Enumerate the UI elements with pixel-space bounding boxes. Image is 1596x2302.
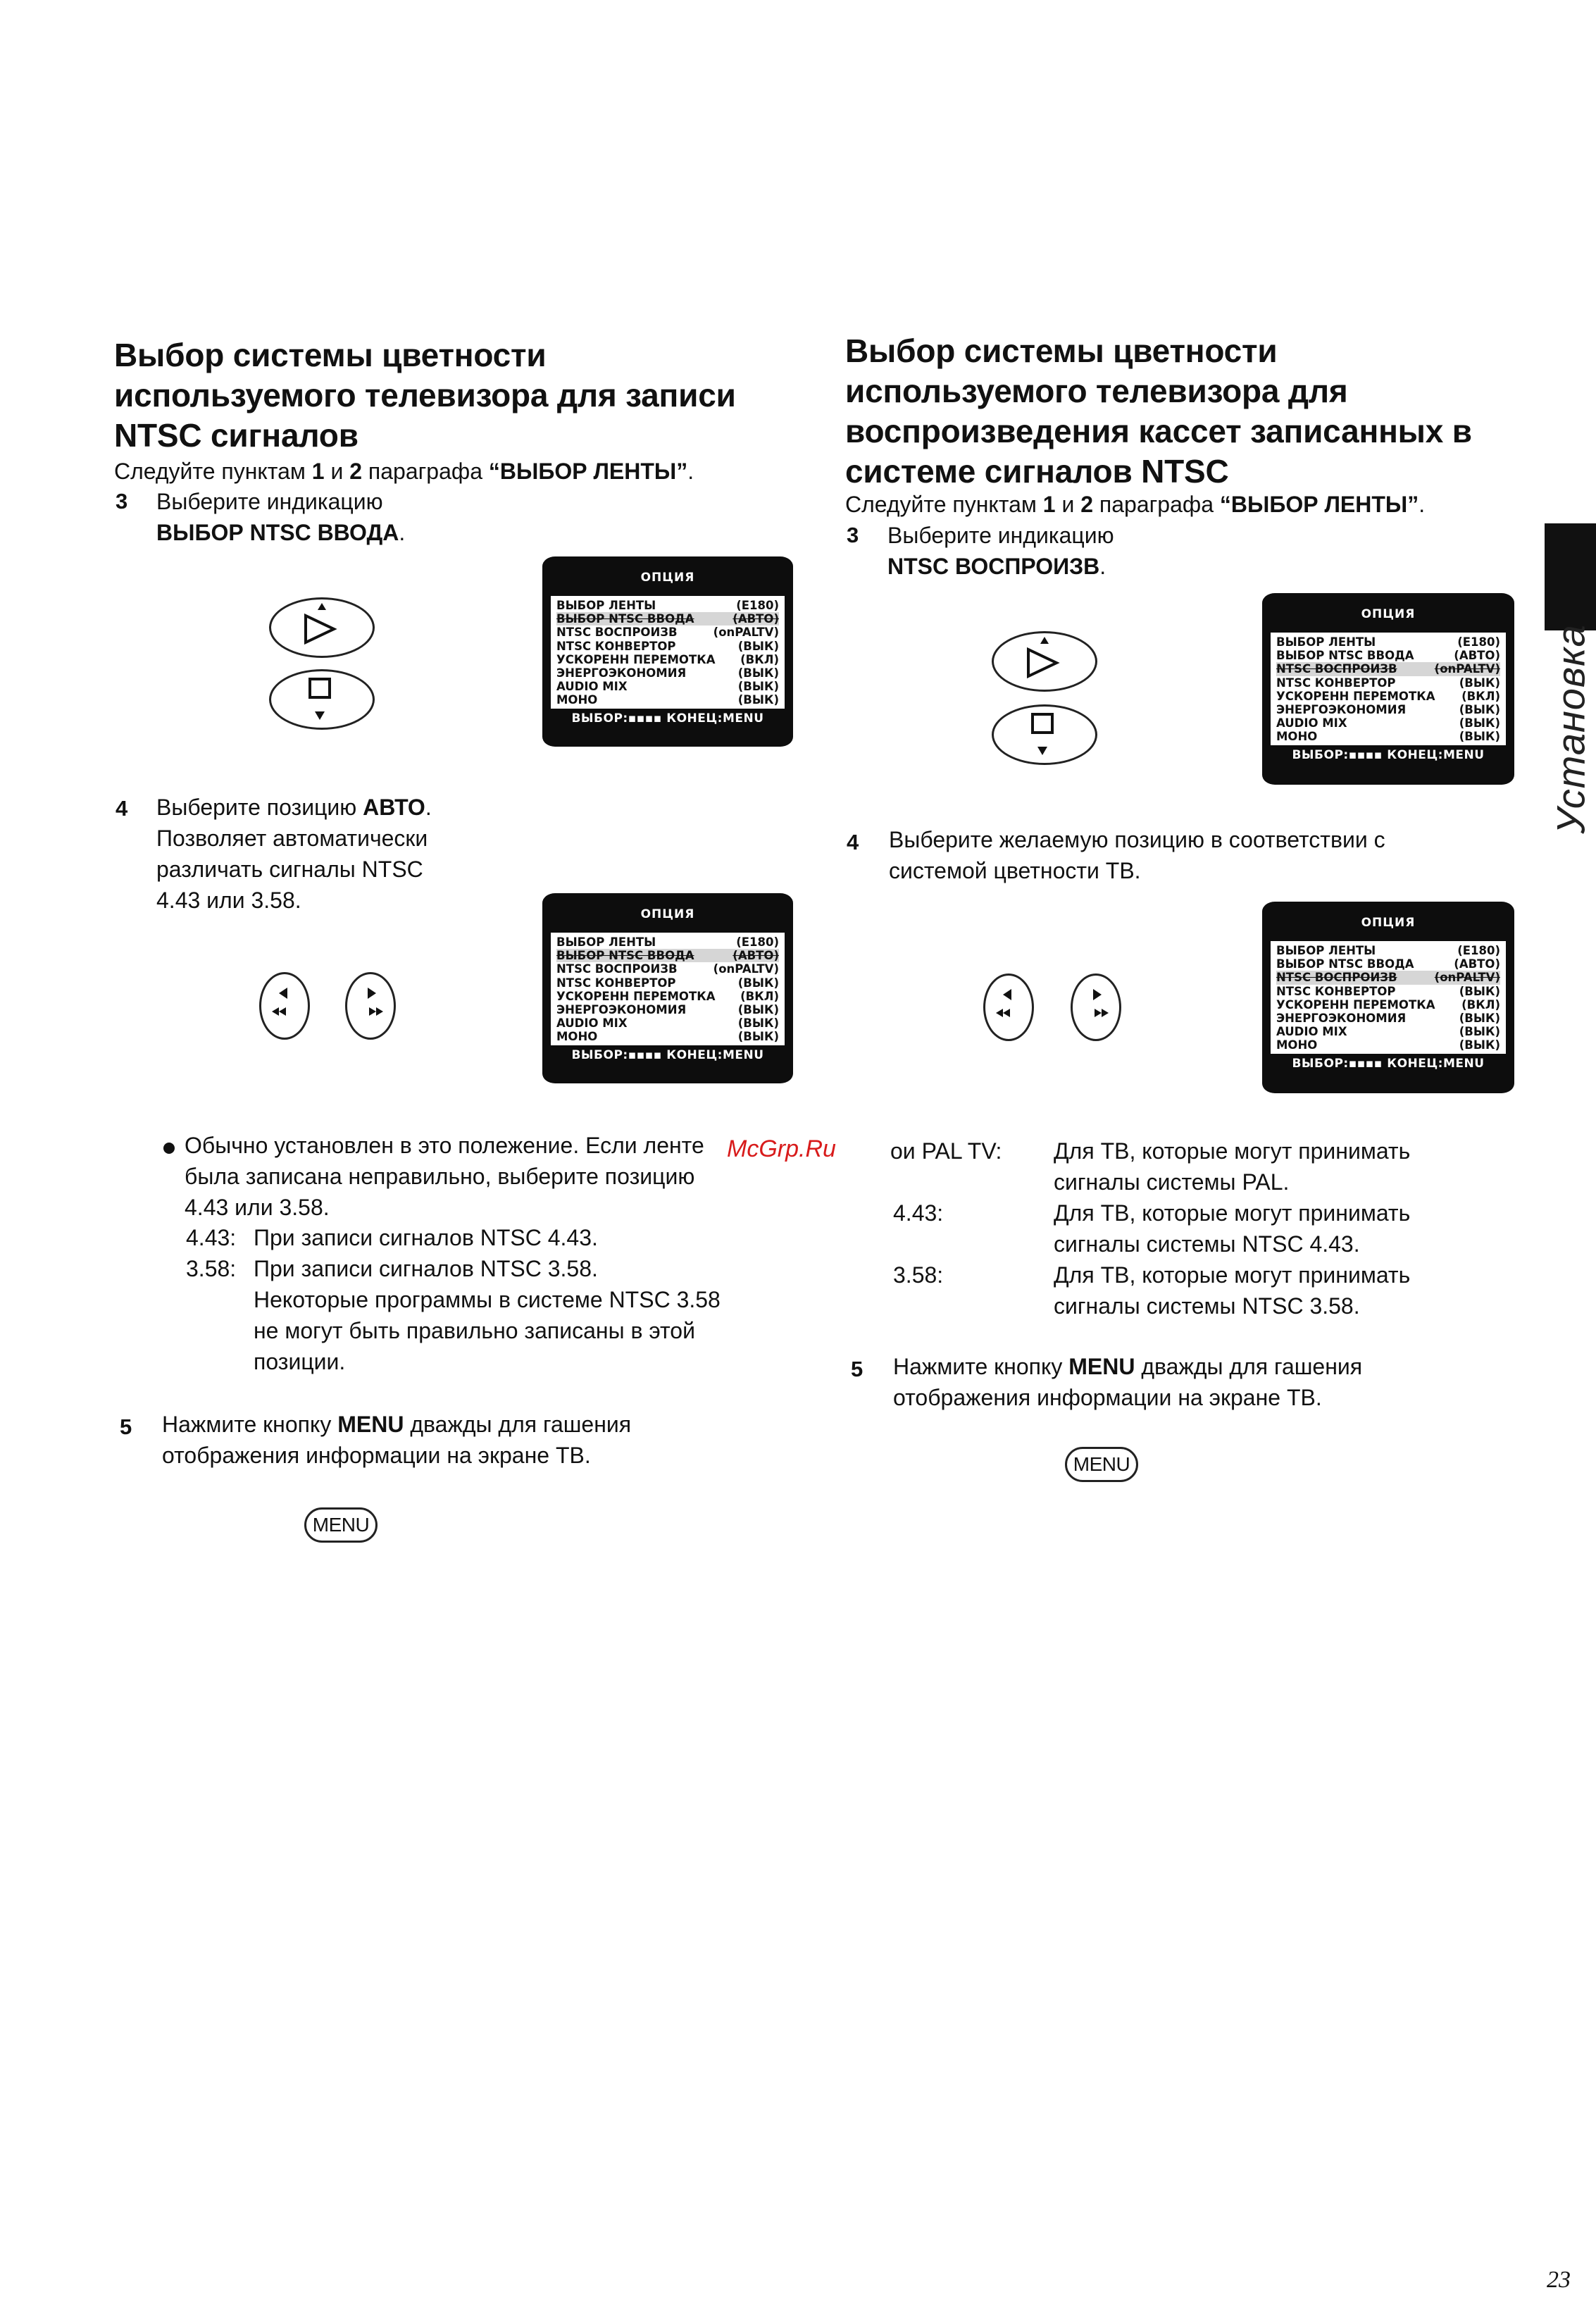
opt-358-key: 3.58: — [186, 1256, 237, 1281]
menu-row: AUDIO MIX (ВЫК) — [1276, 716, 1500, 730]
menu-footer: ВЫБОР:▪▪▪▪ КОНЕЦ:MENU — [571, 711, 764, 726]
right-title: Выбор системы цветности используемого телевизора для воспроизведения кассет записанных в системе сигналов NTSC — [845, 332, 1472, 490]
left-bullet-text: Обычно установлен в это полежение. Если ленте была записана неправильно, выберите позицию 4.43 или 3.58. — [185, 1133, 704, 1220]
menu-footer: ВЫБОР:▪▪▪▪ КОНЕЦ:MENU — [1292, 1056, 1485, 1071]
menu-row-selected: NTSC ВОСПРОИЗВ (onPALTV) — [1276, 971, 1500, 985]
menu-row: ЭНЕРГОЭКОНОМИЯ (ВЫК) — [556, 666, 779, 680]
menu-row: МОНО (ВЫК) — [1276, 1038, 1500, 1052]
left-title: Выбор системы цветности используемого телевизора для записи NTSC сигналов — [114, 337, 736, 454]
section-side-label: Установка — [1548, 624, 1593, 834]
stop-down-icon — [269, 669, 375, 730]
menu-row: ВЫБОР NTSC ВВОДА (АВТО) — [1276, 957, 1500, 971]
page-number: 23 — [1547, 2267, 1571, 2293]
menu-row: ВЫБОР NTSC ВВОДА (АВТО) — [1276, 649, 1500, 663]
menu-row: МОНО (ВЫК) — [1276, 730, 1500, 744]
left-step3-text: Выберите индикацию ВЫБОР NTSC ВВОДА. — [156, 489, 406, 545]
menu-row: МОНО (ВЫК) — [556, 693, 779, 707]
tv-menu-screen: ОПЦИЯ ВЫБОР ЛЕНТЫ (E180) ВЫБОР NTSC ВВОДА (АВТО) NTSC ВОСПРОИЗВ (onPALTV) NTSC КОНВЕРТОР (ВЫК) УСКОРЕНН ПЕРЕМОТКА (ВКЛ) ЭНЕРГОЭКОНОМИЯ (ВЫК) AUDIO MIX (ВЫК) МОНО (ВЫК) ВЫБОР:▪▪▪▪ КОНЕЦ:MENU — [542, 556, 793, 747]
menu-row: МОНО (ВЫК) — [556, 1030, 779, 1044]
left-step4-text: Выберите позицию АВТО. Позволяет автоматически различать сигналы NTSC 4.43 или 3.58. — [156, 795, 432, 913]
menu-button[interactable]: MENU — [1065, 1447, 1138, 1482]
menu-footer: ВЫБОР:▪▪▪▪ КОНЕЦ:MENU — [1292, 747, 1485, 762]
tv-menu-screen: ОПЦИЯ ВЫБОР ЛЕНТЫ (E180) ВЫБОР NTSC ВВОДА (АВТО) NTSC ВОСПРОИЗВ (onPALTV) NTSC КОНВЕРТОР (ВЫК) УСКОРЕНН ПЕРЕМОТКА (ВКЛ) ЭНЕРГОЭКОНОМИЯ (ВЫК) AUDIO MIX (ВЫК) МОНО (ВЫК) ВЫБОР:▪▪▪▪ КОНЕЦ:MENU — [1262, 902, 1514, 1093]
menu-row-selected: ВЫБОР NTSC ВВОДА (АВТО) — [556, 612, 779, 626]
rewind-icon — [259, 972, 310, 1040]
menu-row: ЭНЕРГОЭКОНОМИЯ (ВЫК) — [556, 1003, 779, 1017]
menu-row: ВЫБОР ЛЕНТЫ (E180) — [556, 599, 779, 612]
tv-menu-screen: ОПЦИЯ ВЫБОР ЛЕНТЫ (E180) ВЫБОР NTSC ВВОДА (АВТО) NTSC ВОСПРОИЗВ (onPALTV) NTSC КОНВЕРТОР (ВЫК) УСКОРЕНН ПЕРЕМОТКА (ВКЛ) ЭНЕРГОЭКОНОМИЯ (ВЫК) AUDIO MIX (ВЫК) МОНО (ВЫК) ВЫБОР:▪▪▪▪ КОНЕЦ:MENU — [542, 893, 793, 1083]
menu-row: УСКОРЕНН ПЕРЕМОТКА (ВКЛ) — [1276, 997, 1500, 1012]
def-key-358: 3.58: — [893, 1262, 944, 1288]
play-up-icon — [269, 597, 375, 658]
opt-358-text: При записи сигналов NTSC 3.58. Некоторые программы в системе NTSC 3.58 не могут быть правильно записаны в этой позиции. — [254, 1256, 721, 1374]
menu-row: ЭНЕРГОЭКОНОМИЯ (ВЫК) — [1276, 703, 1500, 717]
fast-forward-icon — [345, 972, 396, 1040]
menu-row: ВЫБОР ЛЕНТЫ (E180) — [556, 935, 779, 949]
play-up-icon — [992, 631, 1097, 692]
def-text-pal: Для ТВ, которые могут принимать сигналы системы PAL. — [1054, 1138, 1411, 1195]
rewind-icon — [983, 973, 1034, 1041]
menu-row: УСКОРЕНН ПЕРЕМОТКА (ВКЛ) — [556, 652, 779, 666]
menu-row: NTSC ВОСПРОИЗВ (onPALTV) — [556, 962, 779, 976]
menu-row: AUDIO MIX (ВЫК) — [1276, 1025, 1500, 1039]
menu-footer: ВЫБОР:▪▪▪▪ КОНЕЦ:MENU — [571, 1047, 764, 1062]
left-intro: Следуйте пунктам 1 и 2 параграфа “ВЫБОР ЛЕНТЫ”. — [114, 459, 694, 484]
def-key-443: 4.43: — [893, 1200, 944, 1226]
menu-button[interactable]: MENU — [304, 1507, 378, 1543]
def-text-443: Для ТВ, которые могут принимать сигналы системы NTSC 4.43. — [1054, 1200, 1411, 1257]
opt-443-text: При записи сигналов NTSC 4.43. — [254, 1225, 598, 1250]
menu-row: AUDIO MIX (ВЫК) — [556, 680, 779, 694]
bullet-dot — [163, 1143, 175, 1154]
right-step4-text: Выберите желаемую позицию в соответствии с системой цветности ТВ. — [889, 827, 1385, 883]
menu-row: УСКОРЕНН ПЕРЕМОТКА (ВКЛ) — [1276, 689, 1500, 703]
menu-row: ЭНЕРГОЭКОНОМИЯ (ВЫК) — [1276, 1012, 1500, 1026]
menu-row: NTSC КОНВЕРТОР (ВЫК) — [556, 976, 779, 990]
left-step5-text: Нажмите кнопку MENU дважды для гашения отображения информации на экране ТВ. — [162, 1412, 632, 1468]
watermark: McGrp.Ru — [727, 1136, 836, 1162]
right-step5-text: Нажмите кнопку MENU дважды для гашения отображения информации на экране ТВ. — [893, 1354, 1363, 1410]
menu-row: NTSC КОНВЕРТОР (ВЫК) — [1276, 984, 1500, 998]
tv-menu-screen: ОПЦИЯ ВЫБОР ЛЕНТЫ (E180) ВЫБОР NTSC ВВОДА (АВТО) NTSC ВОСПРОИЗВ (onPALTV) NTSC КОНВЕРТОР (ВЫК) УСКОРЕНН ПЕРЕМОТКА (ВКЛ) ЭНЕРГОЭКОНОМИЯ (ВЫК) AUDIO MIX (ВЫК) МОНО (ВЫК) ВЫБОР:▪▪▪▪ КОНЕЦ:MENU — [1262, 593, 1514, 785]
menu-row: ВЫБОР ЛЕНТЫ (E180) — [1276, 944, 1500, 957]
menu-row: УСКОРЕНН ПЕРЕМОТКА (ВКЛ) — [556, 989, 779, 1003]
menu-row-selected: NTSC ВОСПРОИЗВ (onPALTV) — [1276, 662, 1500, 676]
menu-row: NTSC КОНВЕРТОР (ВЫК) — [556, 639, 779, 653]
right-step4-number: 4 — [847, 830, 859, 854]
left-step5-number: 5 — [120, 1414, 132, 1439]
right-step3-text: Выберите индикацию NTSC ВОСПРОИЗВ. — [887, 523, 1114, 579]
menu-row-selected: ВЫБОР NTSC ВВОДА (АВТО) — [556, 949, 779, 963]
left-step3-number: 3 — [116, 489, 128, 514]
right-step5-number: 5 — [851, 1357, 864, 1381]
def-key-pal: ои PAL TV: — [890, 1138, 1002, 1164]
stop-down-icon — [992, 704, 1097, 765]
opt-443-key: 4.43: — [186, 1225, 237, 1250]
menu-row: NTSC КОНВЕРТОР (ВЫК) — [1276, 676, 1500, 690]
left-step4-number: 4 — [116, 796, 128, 821]
right-intro: Следуйте пунктам 1 и 2 параграфа “ВЫБОР ЛЕНТЫ”. — [845, 492, 1426, 517]
def-text-358: Для ТВ, которые могут принимать сигналы системы NTSC 3.58. — [1054, 1262, 1411, 1319]
menu-row: ВЫБОР ЛЕНТЫ (E180) — [1276, 635, 1500, 649]
menu-row: NTSC ВОСПРОИЗВ (onPALTV) — [556, 626, 779, 640]
menu-row: AUDIO MIX (ВЫК) — [556, 1016, 779, 1031]
right-step3-number: 3 — [847, 523, 859, 547]
fast-forward-icon — [1071, 973, 1121, 1041]
